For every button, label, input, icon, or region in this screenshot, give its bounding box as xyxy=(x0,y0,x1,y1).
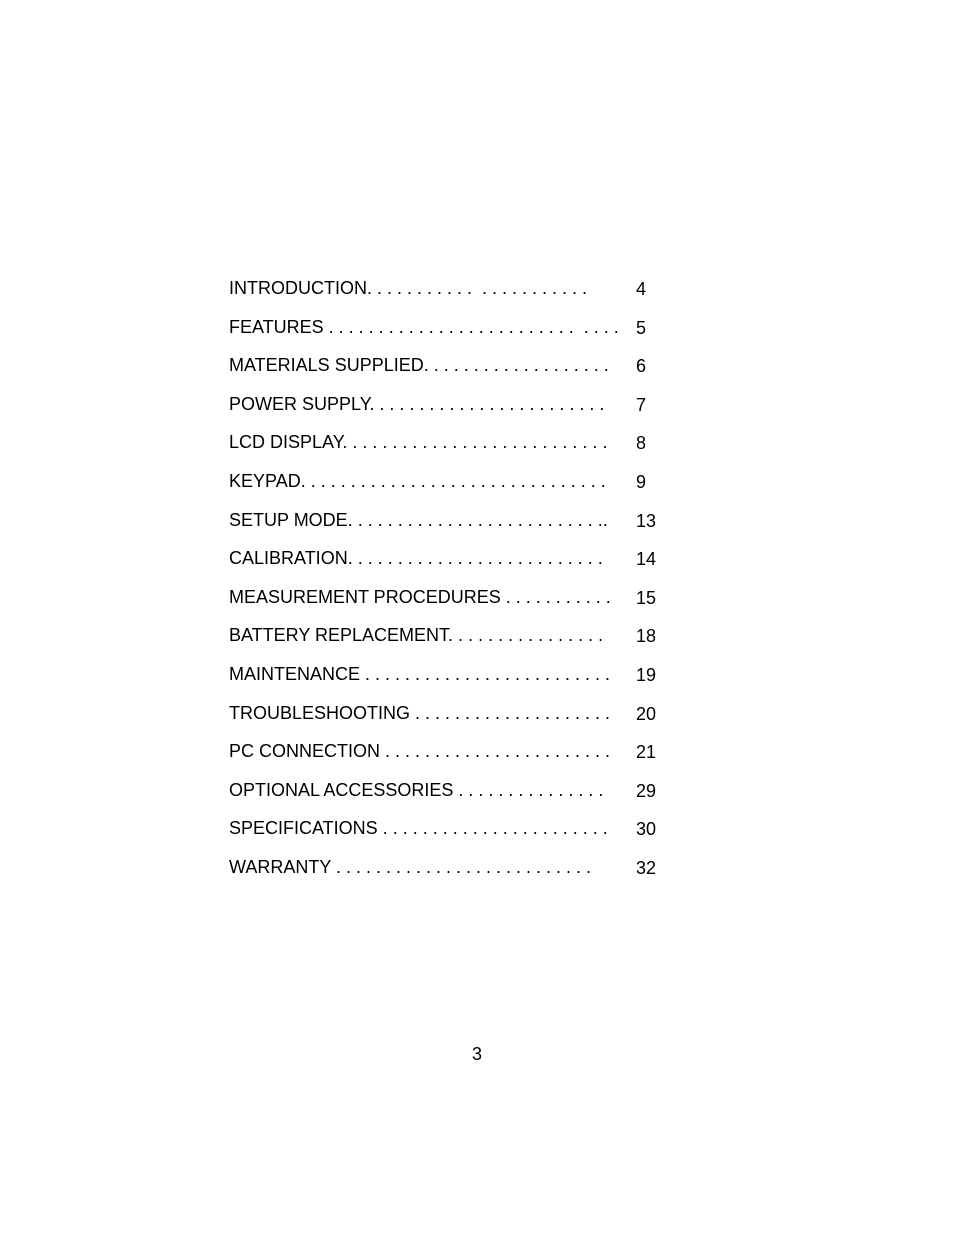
toc-entry-keypad[interactable] xyxy=(229,469,669,508)
toc-entry-label: KEYPAD. . . . . . . . . . . . . . . . . . . . . . . . . . . . . . . xyxy=(229,470,606,491)
toc-entry-page: 20 xyxy=(636,703,657,724)
toc-entry-page: 32 xyxy=(636,857,657,878)
toc-entry-page: 6 xyxy=(636,356,647,377)
toc-entry-label: FEATURES . . . . . . . . . . . . . . . . . . . . . . . . . . . . . xyxy=(229,316,619,337)
toc-entry-label: SPECIFICATIONS . . . . . . . . . . . . . . . . . . . . . . . xyxy=(229,818,608,839)
toc-entry-page: 15 xyxy=(636,587,657,608)
toc-entry-power-supply[interactable] xyxy=(229,392,669,431)
toc-entry-label: SETUP MODE. . . . . . . . . . . . . . . . . . . . . . . . . .. xyxy=(229,509,608,530)
toc-entry-features[interactable] xyxy=(229,315,669,354)
page-number: 3 xyxy=(471,1044,482,1064)
toc-entry-setup-mode[interactable] xyxy=(229,508,669,547)
toc-entry-pc-connection[interactable] xyxy=(229,739,669,778)
toc-entry-label: PC CONNECTION . . . . . . . . . . . . . . . . . . . . . . . xyxy=(229,741,611,762)
toc-entry-page: 13 xyxy=(636,510,657,531)
table-of-contents xyxy=(229,276,669,894)
toc-entry-introduction[interactable] xyxy=(229,276,669,315)
toc-entry-measurement-procedures[interactable] xyxy=(229,585,669,624)
toc-entry-label: LCD DISPLAY. . . . . . . . . . . . . . . . . . . . . . . . . . . xyxy=(229,432,608,453)
toc-entry-label: CALIBRATION. . . . . . . . . . . . . . . . . . . . . . . . . . xyxy=(229,548,603,569)
toc-entry-battery-replacement[interactable] xyxy=(229,623,669,662)
toc-entry-warranty[interactable] xyxy=(229,855,669,894)
toc-entry-page: 7 xyxy=(636,394,647,415)
toc-entry-troubleshooting[interactable] xyxy=(229,701,669,740)
toc-entry-label: BATTERY REPLACEMENT. . . . . . . . . . . . . . . . xyxy=(229,625,604,646)
toc-entry-page: 9 xyxy=(636,471,647,492)
toc-entry-page: 8 xyxy=(636,433,647,454)
toc-entry-page: 4 xyxy=(636,279,647,299)
toc-entry-label: MEASUREMENT PROCEDURES . . . . . . . . . . . xyxy=(229,586,611,607)
toc-entry-materials-supplied[interactable] xyxy=(229,353,669,392)
toc-entry-label: TROUBLESHOOTING . . . . . . . . . . . . . . . . . . . . xyxy=(229,702,611,723)
toc-entry-specifications[interactable] xyxy=(229,816,669,855)
toc-entry-page: 19 xyxy=(636,664,657,685)
toc-entry-maintenance[interactable] xyxy=(229,662,669,701)
toc-entry-label: OPTIONAL ACCESSORIES . . . . . . . . . . . . . . . xyxy=(229,779,604,800)
toc-entry-label: MATERIALS SUPPLIED. . . . . . . . . . . . . . . . . . . xyxy=(229,355,609,376)
toc-entry-lcd-display[interactable] xyxy=(229,430,669,469)
toc-entry-label: WARRANTY . . . . . . . . . . . . . . . . . . . . . . . . . . xyxy=(229,856,592,877)
toc-entry-optional-accessories[interactable] xyxy=(229,778,669,817)
toc-entry-page: 18 xyxy=(636,626,657,647)
toc-entry-calibration[interactable] xyxy=(229,546,669,585)
toc-entry-page: 5 xyxy=(636,317,647,338)
toc-entry-label: INTRODUCTION. . . . . . . . . . . . . . . . . . . . . . xyxy=(229,278,588,298)
toc-entry-page: 14 xyxy=(636,549,657,570)
toc-entry-page: 30 xyxy=(636,819,657,840)
toc-entry-label: POWER SUPPLY. . . . . . . . . . . . . . . . . . . . . . . . xyxy=(229,393,605,414)
toc-entry-page: 29 xyxy=(636,780,657,801)
toc-entry-page: 21 xyxy=(636,742,657,763)
toc-entry-label: MAINTENANCE . . . . . . . . . . . . . . . . . . . . . . . . . xyxy=(229,663,611,684)
